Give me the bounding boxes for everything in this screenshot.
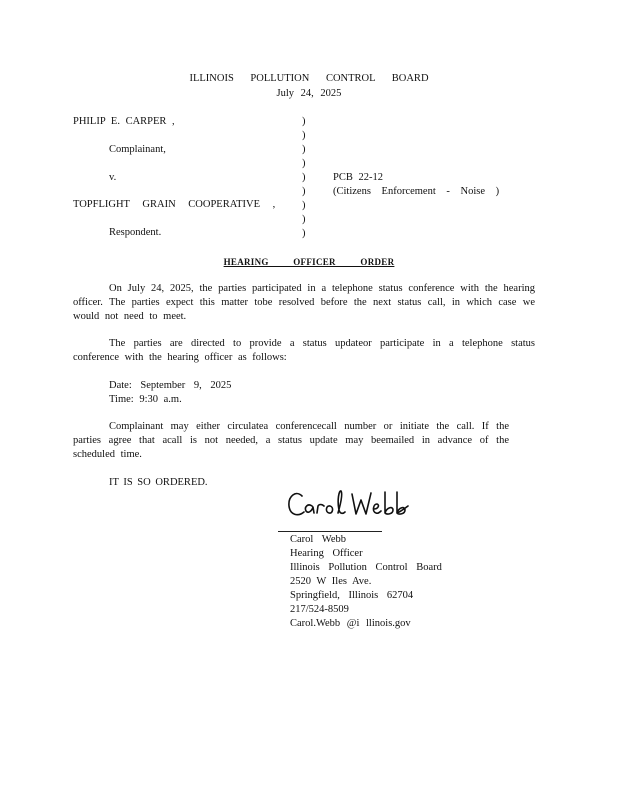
paragraph-1 xyxy=(73,282,535,324)
caption-paren: ) xyxy=(302,214,306,225)
signer-street: 2520 W Iles Ave. xyxy=(290,576,372,587)
signer-title: Hearing Officer xyxy=(290,548,363,559)
so-ordered: IT IS SO ORDERED. xyxy=(109,477,208,488)
signature-line xyxy=(278,531,382,532)
signer-name: Carol Webb xyxy=(290,534,346,545)
paragraph-1-text: On July 24, 2025, the parties participated in a telephone status conference with the hearing officer. The parties expect this matter tobe resolved before the next status call, in which case we would not need to meet. xyxy=(73,283,535,322)
caption-paren: ) xyxy=(302,200,306,211)
caption-paren: ) xyxy=(302,158,306,169)
caption-paren: ) xyxy=(302,116,306,127)
paragraph-3 xyxy=(73,420,509,462)
paragraph-3-text: Complainant may either circulatea conferencecall number or initiate the call. If the parties agree that acall is not needed, a status update may beemailed in advance of the scheduled time. xyxy=(73,421,509,460)
signer-email: Carol.Webb @i llinois.gov xyxy=(290,618,411,629)
respondent-role: Respondent. xyxy=(109,227,162,238)
paragraph-2 xyxy=(73,337,535,365)
versus-label: v. xyxy=(109,172,117,183)
case-number: PCB 22-12 xyxy=(333,172,383,183)
signer-city: Springfield, Illinois 62704 xyxy=(290,590,414,601)
caption-paren: ) xyxy=(302,186,306,197)
signer-phone: 217/524-8509 xyxy=(290,604,349,615)
signer-org: Illinois Pollution Control Board xyxy=(290,562,442,573)
complainant-role: Complainant, xyxy=(109,144,166,155)
handwritten-signature xyxy=(286,488,416,524)
paragraph-2-text: The parties are directed to provide a status updateor participate in a telephone status conference with the hearing officer as follows: xyxy=(73,338,535,363)
conference-date: Date: September 9, 2025 xyxy=(109,380,232,391)
complainant-name: PHILIP E. CARPER , xyxy=(73,116,175,127)
case-type: (Citizens Enforcement - Noise ) xyxy=(333,186,500,197)
caption-paren: ) xyxy=(302,228,306,239)
agency-heading: ILLINOIS POLLUTION CONTROL BOARD xyxy=(189,73,429,84)
order-title: HEARING OFFICER ORDER xyxy=(223,257,395,267)
order-date: July 24, 2025 xyxy=(276,88,342,99)
caption-paren: ) xyxy=(302,144,306,155)
respondent-name: TOPFLIGHT GRAIN COOPERATIVE , xyxy=(73,199,276,210)
conference-time: Time: 9:30 a.m. xyxy=(109,394,182,405)
caption-paren: ) xyxy=(302,130,306,141)
caption-paren: ) xyxy=(302,172,306,183)
